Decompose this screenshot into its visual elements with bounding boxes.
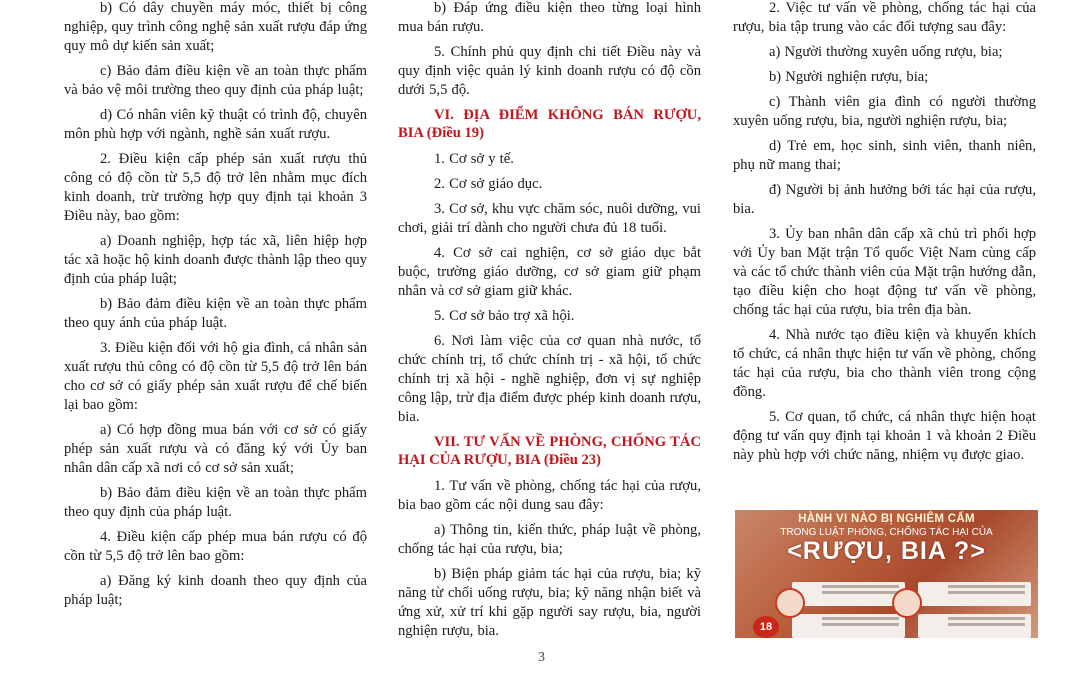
paragraph: a) Đăng ký kinh doanh theo quy định của pháp luật; xyxy=(64,573,367,608)
paragraph: 2. Điều kiện cấp phép sản xuất rượu thủ công có độ cồn từ 5,5 độ trở lên nhằm mục đích kinh doanh, trừ trường hợp quy định tại khoản 3 Điều này, bao gồm: xyxy=(64,151,367,224)
paragraph: 5. Cơ quan, tổ chức, cá nhân thực hiện hoạt động tư vấn quy định tại khoản 1 và khoản 2 Điều này phù hợp với chức năng, nhiệm vụ được giao. xyxy=(733,409,1036,463)
paragraph: a) Có hợp đồng mua bán với cơ sở có giấy phép sản xuất rượu và có đăng ký với Ủy ban nhân dân cấp xã nơi có cơ sở sản xuất; xyxy=(64,422,367,476)
paragraph: a) Người thường xuyên uống rượu, bia; xyxy=(769,44,1003,60)
section-heading: VI. ĐỊA ĐIỂM KHÔNG BÁN RƯỢU, BIA (Điều 19) xyxy=(398,107,701,141)
paragraph: a) Doanh nghiệp, hợp tác xã, liên hiệp hợp tác xã hoặc hộ kinh doanh được thành lập theo quy định của pháp luật; xyxy=(64,233,367,287)
paragraph: 1. Cơ sở y tế. xyxy=(434,151,514,167)
paragraph: b) Bảo đảm điều kiện về an toàn thực phẩm theo quy định của pháp luật. xyxy=(64,485,367,520)
paragraph: 2. Việc tư vấn về phòng, chống tác hại của rượu, bia tập trung vào các đối tượng sau đây: xyxy=(733,0,1036,35)
paragraph: b) Bảo đảm điều kiện về an toàn thực phẩm theo quy ánh của pháp luật. xyxy=(64,296,367,331)
paragraph: 4. Điều kiện cấp phép mua bán rượu có độ cồn từ 5,5 độ trở lên bao gồm: xyxy=(64,529,367,564)
banner-card xyxy=(792,582,905,606)
paragraph: b) Người nghiện rượu, bia; xyxy=(769,69,929,85)
paragraph: b) Có dây chuyền máy móc, thiết bị công nghiệp, quy trình công nghệ sản xuất rượu đáp ứng quy mô dự kiến sản xuất; xyxy=(64,0,367,54)
paragraph: d) Trẻ em, học sinh, sinh viên, thanh niên, phụ nữ mang thai; xyxy=(733,138,1036,173)
illustration-icon xyxy=(775,588,805,618)
paragraph: 4. Cơ sở cai nghiện, cơ sở giáo dục bắt buộc, trường giáo dưỡng, cơ sở giam giữ phạm nhân và cơ sở giam giữ khác. xyxy=(398,245,701,299)
paragraph: 5. Chính phủ quy định chi tiết Điều này và quy định việc quản lý kinh doanh rượu có độ cồn dưới 5,5 độ. xyxy=(398,44,701,98)
column-1 xyxy=(64,0,367,616)
banner-title: HÀNH VI NÀO BỊ NGHIÊM CẤM xyxy=(798,513,975,525)
banner-subtitle: TRONG LUẬT PHÒNG, CHỐNG TÁC HẠI CỦA xyxy=(780,527,993,538)
paragraph: c) Thành viên gia đình có người thường xuyên uống rượu, bia, người nghiện rượu, bia; xyxy=(733,94,1036,129)
illustration-icon xyxy=(892,588,922,618)
paragraph: 5. Cơ sở bảo trợ xã hội. xyxy=(434,308,575,324)
section-heading: VII. TƯ VẤN VỀ PHÒNG, CHỐNG TÁC HẠI CỦA RƯỢU, BIA (Điều 23) xyxy=(398,434,701,468)
paragraph: c) Bảo đảm điều kiện về an toàn thực phẩm và bảo vệ môi trường theo quy định của pháp luật; xyxy=(64,63,367,98)
paragraph: 4. Nhà nước tạo điều kiện và khuyến khích tổ chức, cá nhân thực hiện tư vấn về phòng, chống tác hại của rượu, bia cho thành viên trong cộng đồng. xyxy=(733,327,1036,400)
banner-card xyxy=(792,614,905,638)
paragraph: a) Thông tin, kiến thức, pháp luật về phòng, chống tác hại của rượu, bia; xyxy=(398,522,701,557)
paragraph: 3. Điều kiện đối với hộ gia đình, cá nhân sản xuất rượu thủ công có độ cồn từ 5,5 độ trở lên bán cho cơ sở có giấy phép sản xuất rượu để chế biến lại bao gồm: xyxy=(64,340,367,413)
page-number: 3 xyxy=(538,650,545,665)
column-2 xyxy=(398,0,701,647)
paragraph: b) Đáp ứng điều kiện theo từng loại hình mua bán rượu. xyxy=(398,0,701,35)
paragraph: 2. Cơ sở giáo dục. xyxy=(434,176,543,192)
column-3 xyxy=(733,0,1036,471)
paragraph: 6. Nơi làm việc của cơ quan nhà nước, tổ chức chính trị, tổ chức chính trị - xã hội, tổ chức chính trị xã hội - nghề nghiệp, đơn vị sự nghiệp công lập, trừ địa điểm được phép kinh doanh rượu, bia. xyxy=(398,333,701,425)
infographic-banner xyxy=(735,510,1038,638)
banner-headline: <RƯỢU, BIA ?> xyxy=(787,537,986,565)
paragraph: d) Có nhân viên kỹ thuật có trình độ, chuyên môn phù hợp với ngành, nghề sản xuất rượu. xyxy=(64,107,367,142)
age-18-icon: 18 xyxy=(753,616,779,638)
paragraph: 3. Cơ sở, khu vực chăm sóc, nuôi dưỡng, vui chơi, giải trí dành cho người chưa đủ 18 tuổi. xyxy=(398,201,701,236)
paragraph: đ) Người bị ảnh hưởng bởi tác hại của rượu, bia. xyxy=(733,182,1036,217)
paragraph: 1. Tư vấn về phòng, chống tác hại của rượu, bia bao gồm các nội dung sau đây: xyxy=(398,478,701,513)
paragraph: 3. Ủy ban nhân dân cấp xã chủ trì phối hợp với Ủy ban Mặt trận Tổ quốc Việt Nam cùng cấp và các tổ chức thành viên của Mặt trận hướng dẫn, tạo điều kiện cho hoạt động tư vấn về phòng, chống tác hại của rượu, bia trên địa bàn. xyxy=(733,226,1036,318)
paragraph: b) Biện pháp giảm tác hại của rượu, bia; kỹ năng từ chối uống rượu, bia; kỹ năng nhận biết và ứng xử, xử trí khi gặp người say rượu, bia, người nghiện rượu, bia. xyxy=(398,566,701,639)
banner-card xyxy=(918,582,1031,606)
banner-card xyxy=(918,614,1031,638)
